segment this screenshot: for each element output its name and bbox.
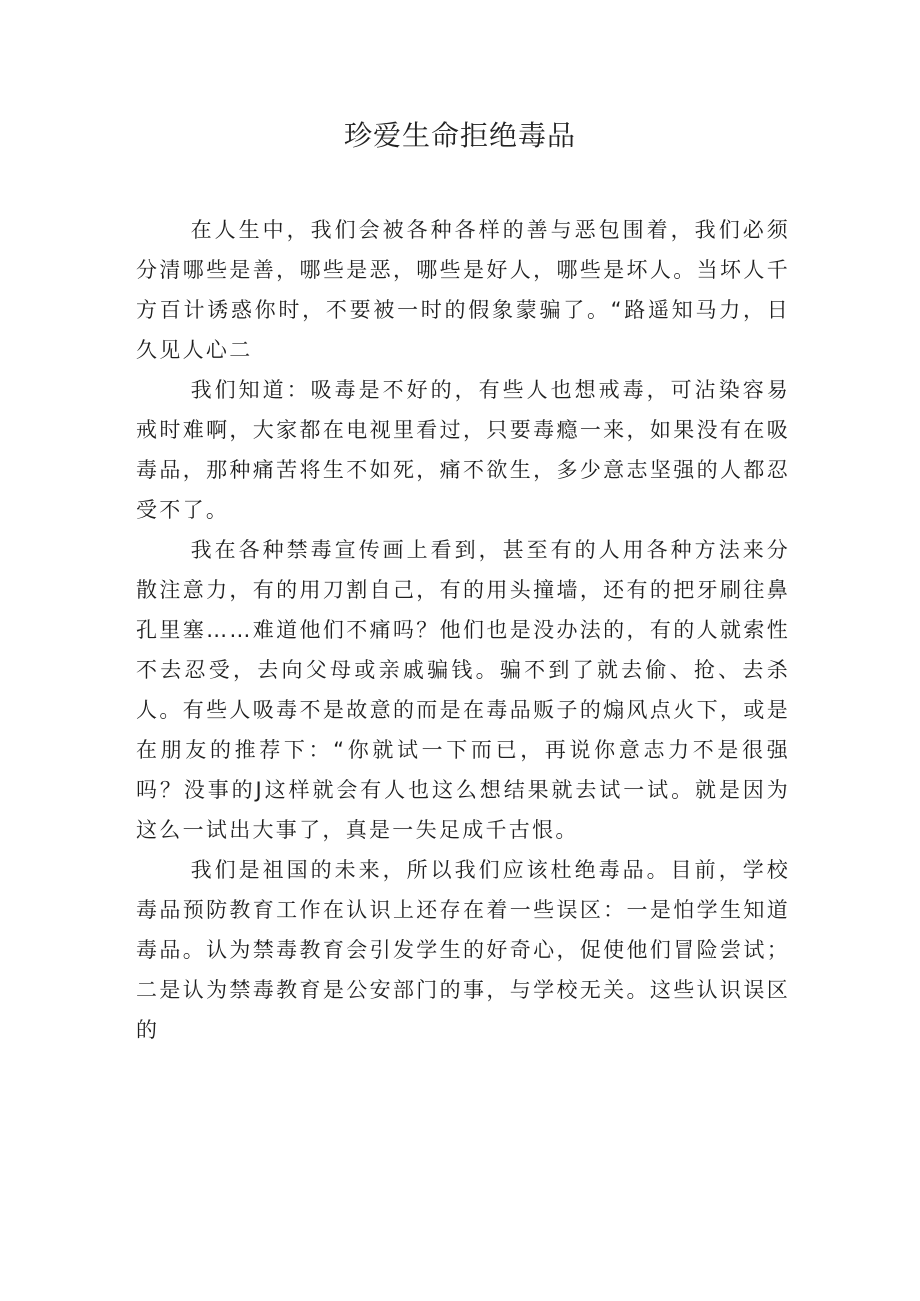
paragraph-4: 我们是祖国的未来，所以我们应该杜绝毒品。目前，学校毒品预防教育工作在认识上还存在着一些误区：一是怕学生知道毒品。认为禁毒教育会引发学生的好奇心，促使他们冒险尝试；二是认为禁毒教育是公安部门的事，与学校无关。这些认识误区的 [136, 858, 790, 1042]
document-body [136, 210, 790, 1050]
paragraph-1: 在人生中，我们会被各种各样的善与恶包围着，我们必须分清哪些是善，哪些是恶，哪些是好人，哪些是坏人。当坏人千方百计诱惑你时，不要被一时的假象蒙骗了。“路遥知马力，日久见人心二 [136, 218, 790, 362]
paragraph-3: 我在各种禁毒宣传画上看到，甚至有的人用各种方法来分散注意力，有的用刀割自己，有的用头撞墙，还有的把牙刷往鼻孔里塞……难道他们不痛吗？他们也是没办法的，有的人就索性不去忍受，去向父母或亲戚骗钱。骗不到了就去偷、抢、去杀人。有些人吸毒不是故意的而是在毒品贩子的煽风点火下，或是在朋友的推荐下：“你就试一下而已，再说你意志力不是很强吗？没事的J这样就会有人也这么想结果就去试一试。就是因为这么一试出大事了，真是一失足成千古恨。 [136, 538, 790, 842]
paragraph-2: 我们知道：吸毒是不好的，有些人也想戒毒，可沾染容易戒时难啊，大家都在电视里看过，只要毒瘾一来，如果没有在吸毒品，那种痛苦将生不如死，痛不欲生，多少意志坚强的人都忍受不了。 [136, 378, 790, 522]
document-title: 珍爱生命拒绝毒品 [343, 119, 576, 152]
